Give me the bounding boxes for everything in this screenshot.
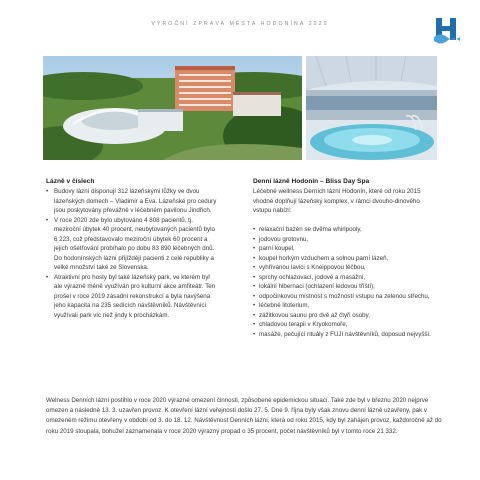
lazne-statistics-heading: Lázně v číslech <box>46 178 95 185</box>
day-spa-intro: Léčebné wellness Derních lázní Hodonín, které od roku 2015 vhodně doplňují lázeňský komplex, v rámci dvouho-dinového vstupu nabízí: <box>253 188 421 214</box>
covid-impact-paragraph: Welness Denních lázní postihlo v roce 2020 výrazné omezení činnosti, způsobené epidemickou situací. Také zde byl v březnu 2020 nejprve omezen a následně 13. 3. uzavřen provoz. K otevření lázní veřejnosti došlo 27. 5. Dne 9. října byly však znovu denní lázně uzavřeny, pak v omezeném režimu otevřeny v období od 3. do 18. 12. Návštěvnost Denních lázní, která od roku 2015, kdy byl zahájen provoz, každoročně až do roku 2019 stoupala, bohužel zaznamenala v roce 2020 výrazný propad o 35 procent, počet návštěvníků byl v tomto roce 21 332. <box>46 397 442 435</box>
day-spa-heading: Denní lázně Hodonín – Bliss Day Spa <box>253 178 370 185</box>
list-item: • jodovou grotovnu, <box>253 235 439 245</box>
hodonin-logo <box>432 14 462 44</box>
list-item: • sprchy ochlazovací, jodové a masážní, <box>253 273 439 283</box>
list-item: • zážitkovou saunu pro dvě až čtyři osoby, <box>253 311 439 321</box>
list-item: • masáže, pečující rituály z FUJI návštěvníků, doposud nejvyšší. <box>253 330 439 340</box>
list-item: • relaxační bazén se dvěma whirlpooly, <box>253 225 439 235</box>
list-item: • Atraktivní pro hosty byl také lázeňský park, ve kterém byl ale výrazně méně využíván pro kulturní akce amfiteátr. Ten prošel v roce 2019 zásadní rekonstrukcí a byla navýšena jeho kapacita na 235 sedících návštěvníků. Návštěvníci využívali park víc než jindy k procházkám. <box>46 273 218 321</box>
day-spa-amenities-list <box>253 225 439 339</box>
list-item: • léčebné litoterium, <box>253 301 439 311</box>
lazne-statistics-list <box>46 187 218 320</box>
list-item: • chladovou terapii v Kryokomoře, <box>253 320 439 330</box>
day-spa-section <box>253 177 439 339</box>
spa-pool-photo <box>306 56 437 160</box>
list-item: • odpočinkovou místnost s možností vstupu na zelenou střechu, <box>253 292 439 302</box>
list-item: • parní koupel, <box>253 244 439 254</box>
list-item: • lokální hibernaci (ochlazení ledovou tříští), <box>253 282 439 292</box>
spa-aerial-photo <box>43 56 302 160</box>
list-item: • V roce 2020 zde bylo ubytováno 4 808 pacientů, tj. meziroční úbytek 40 procent, neubytovaných pacientů bylo 6 223, což představovalo meziroční úbytek 60 procent a jejich ošetřování probíhalo po dobu 83 890 léčebných dnů. Do hodonínských lázní přijíždějí pacienti z celé republiky a velké množství také ze Slovenska. <box>46 216 218 273</box>
lazne-statistics-section <box>46 177 218 320</box>
list-item: • vyhřívanou lavici s Kneippovou léčbou, <box>253 263 439 273</box>
list-item: • Budovy lázní disponují 312 lázeňskými lůžky ve dvou lázeňských domech – Vladimír a Eva. Lázeňské pro cedury jsou poskytovány převážně v léčebném pavilonu Jindřich. <box>46 187 218 216</box>
list-item: • koupel horkým vzduchem a solnou parní lázeň, <box>253 254 439 264</box>
logo-wave-shape <box>434 35 460 44</box>
report-header-title: VÝROČNÍ ZPRÁVA MĚSTA HODONÍNA 2020 <box>151 21 329 27</box>
